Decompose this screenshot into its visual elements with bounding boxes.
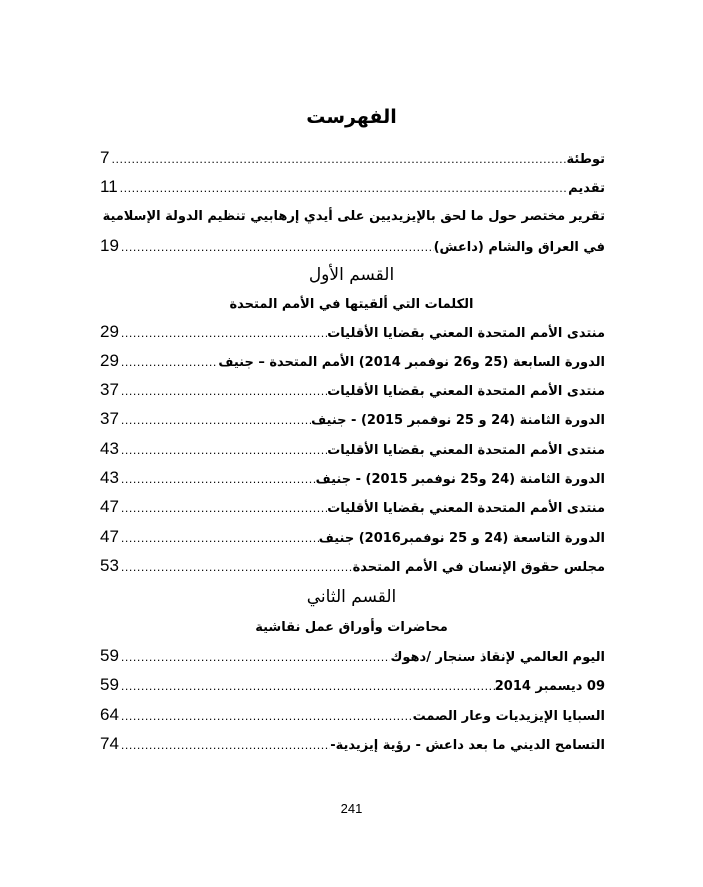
toc-entry[interactable] xyxy=(100,322,605,342)
toc-entry-text: منتدى الأمم المتحدة المعني بقضايا الأقليات xyxy=(327,326,605,341)
toc-entry[interactable] xyxy=(100,734,605,754)
part1-subtitle: الكلمات التي ألقيتها في الأمم المتحدة xyxy=(229,297,474,312)
toc-entry-page: 37 xyxy=(100,409,119,428)
toc-entry-page: 59 xyxy=(100,675,119,694)
dot-leader xyxy=(121,356,218,369)
toc-entry-page: 47 xyxy=(100,497,119,516)
dot-leader xyxy=(121,532,319,545)
toc-entry-page: 7 xyxy=(100,148,110,167)
toc-entry-page: 29 xyxy=(100,351,119,370)
part1-title: القسم الأول xyxy=(308,265,395,285)
toc-entry-text: توطئة xyxy=(566,152,605,167)
toc-entry[interactable] xyxy=(100,409,605,429)
toc-entry-text: التسامح الديني ما بعد داعش - رؤية إيزيدية- xyxy=(330,738,605,753)
toc-entry-text: اليوم العالمي لإنقاذ سنجار /دهوك xyxy=(390,650,605,665)
toc-entry-page: 43 xyxy=(100,439,119,458)
toc-entry-text: مجلس حقوق الإنسان في الأمم المتحدة xyxy=(352,560,605,575)
toc-entry-text: الدورة التاسعة (24 و 25 نوفمبر2016) جنيف xyxy=(318,531,605,546)
toc-entry[interactable] xyxy=(100,646,605,666)
toc-entry-text: الدورة الثامنة (24 و 25 نوفمبر 2015) - جنيف xyxy=(311,413,605,428)
toc-entry-text: منتدى الأمم المتحدة المعني بقضايا الأقليات xyxy=(327,443,605,458)
toc-entry-page: 47 xyxy=(100,527,119,546)
toc-entry-text: في العراق والشام (داعش) xyxy=(433,240,605,255)
toc-entry-page: 59 xyxy=(100,646,119,665)
dot-leader xyxy=(111,153,566,166)
dot-leader xyxy=(121,739,330,752)
toc-entry-text: 09 ديسمبر 2014 xyxy=(494,679,605,694)
toc-entry-text: الدورة الثامنة (24 و25 نوفمبر 2015) - جنيف xyxy=(315,472,605,487)
dot-leader xyxy=(121,651,391,664)
toc-entry[interactable] xyxy=(100,468,605,488)
dot-leader xyxy=(121,473,316,486)
report-line1[interactable]: تقرير مختصر حول ما لحق بالإيزيديين على أيدي إرهابيي تنظيم الدولة الإسلامية xyxy=(102,209,605,224)
toc-entry-text: الدورة السابعة (25 و26 نوفمبر 2014) الأمم المتحدة – جنيف xyxy=(218,355,605,370)
toc-entry-text: منتدى الأمم المتحدة المعني بقضايا الأقليات xyxy=(327,501,605,516)
toc-entry[interactable] xyxy=(100,705,605,725)
toc-entry-page: 19 xyxy=(100,236,119,255)
toc-entry[interactable] xyxy=(100,236,605,256)
dot-leader xyxy=(121,680,495,693)
dot-leader xyxy=(121,710,413,723)
dot-leader xyxy=(121,561,353,574)
page-number: 241 xyxy=(340,801,363,816)
toc-entry[interactable] xyxy=(100,148,605,168)
dot-leader xyxy=(121,414,311,427)
toc-entry-page: 29 xyxy=(100,322,119,341)
dot-leader xyxy=(121,502,327,515)
toc-entry-text: تقديم xyxy=(568,181,605,196)
toc-entry-page: 53 xyxy=(100,556,119,575)
part2-subtitle: محاضرات وأوراق عمل نقاشية xyxy=(255,620,448,635)
dot-leader xyxy=(121,385,327,398)
dot-leader xyxy=(121,444,327,457)
toc-entry[interactable] xyxy=(100,380,605,400)
toc-entry[interactable] xyxy=(100,497,605,517)
toc-title: الفهرست xyxy=(306,106,397,128)
toc-entry-page: 37 xyxy=(100,380,119,399)
toc-entry-text: منتدى الأمم المتحدة المعني بقضايا الأقليات xyxy=(327,384,605,399)
part2-title: القسم الثاني xyxy=(306,587,397,607)
toc-entry-page: 64 xyxy=(100,705,119,724)
dot-leader xyxy=(120,182,569,195)
toc-entry-page: 74 xyxy=(100,734,119,753)
toc-entry[interactable] xyxy=(100,351,605,371)
toc-entry[interactable] xyxy=(100,439,605,459)
toc-entry[interactable] xyxy=(100,556,605,576)
toc-entry-page: 43 xyxy=(100,468,119,487)
toc-entry-text: السبايا الإيزيديات وعار الصمت xyxy=(412,709,605,724)
dot-leader xyxy=(121,241,434,254)
toc-entry-page: 11 xyxy=(100,177,118,196)
toc-entry[interactable] xyxy=(100,177,605,197)
toc-entry[interactable] xyxy=(100,675,605,695)
dot-leader xyxy=(121,327,327,340)
toc-entry[interactable] xyxy=(100,527,605,547)
